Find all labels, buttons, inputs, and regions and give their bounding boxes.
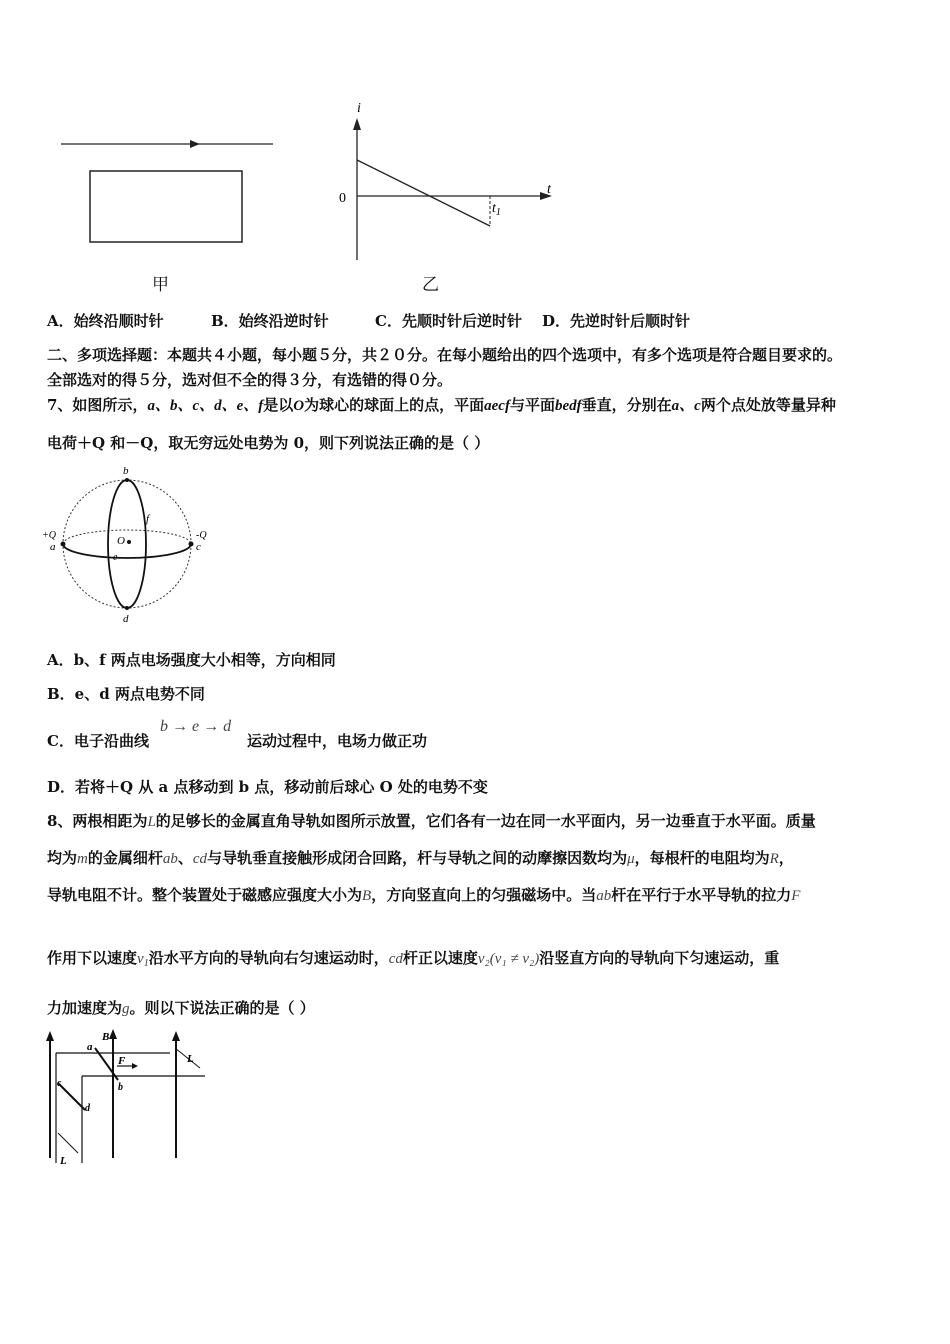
figure-jia-label: 甲 (152, 275, 169, 295)
q6-option-d: D．先逆时针后顺时针 (542, 312, 691, 330)
q6-option-c: C．先顺时针后逆时针 (375, 312, 522, 330)
label-c: c (196, 541, 201, 553)
q8-line5: 力加速度为g。则以下说法正确的是（ ） (47, 999, 315, 1017)
figure-yi (330, 100, 560, 270)
label-d: d (123, 613, 129, 625)
axis-t-label: t (547, 182, 551, 197)
q7-option-b: B．e、d 两点电势不同 (47, 685, 205, 703)
q8-line4: 作用下以速度$v_1$沿水平方向的导轨向右匀速运动时，cd杆正以速度v₂(v₁ ≠ v₂)沿竖直方向的导轨向下匀速运动，重 (47, 949, 780, 969)
t1-label: $t_1$ (492, 201, 501, 218)
q8-line3: 导轨电阻不计。整个装置处于磁感应强度大小为B，方向竖直向上的匀强磁场中。当ab杆在平行于水平导轨的拉力F (47, 886, 801, 904)
label-f: f (146, 513, 150, 525)
q7-option-a: A．b、f 两点电场强度大小相等，方向相同 (47, 651, 336, 669)
q7-stem-line2: 电荷＋Q 和－Q，取无穷远处电势为 0，则下列说法正确的是（ ） (47, 434, 490, 452)
section2-line2: 全部选对的得５分，选对但不全的得３分，有选错的得０分。 (47, 371, 453, 389)
coil-rectangle (90, 171, 242, 242)
q7-option-c-post: 运动过程中，电场力做正功 (247, 732, 428, 750)
field-arrow (190, 140, 200, 148)
label-B: B (102, 1031, 110, 1043)
label-L-top: L (187, 1053, 194, 1065)
q7-option-c-math: b → e → d (160, 718, 232, 735)
q7-option-d: D．若将＋Q 从 a 点移动到 b 点，移动前后球心 O 处的电势不变 (47, 778, 488, 796)
q7-option-c-pre: C．电子沿曲线 (47, 732, 149, 750)
figure-jia (55, 130, 280, 250)
label-minusQ: -Q (196, 530, 207, 541)
label-e: e (113, 552, 118, 563)
current-line (357, 160, 490, 226)
q7-sphere-figure (40, 462, 215, 627)
label-O: O (117, 535, 125, 547)
label-a: a (87, 1041, 93, 1053)
axis-i-label: i (357, 101, 361, 116)
section2-line1: 二、多项选择题：本题共４小题，每小题５分，共２０分。在每小题给出的四个选项中，有多个选项是符合题目要求的。 (47, 346, 843, 364)
q6-option-b: B．始终沿逆时针 (211, 312, 329, 330)
label-L-bottom: L (60, 1155, 67, 1167)
label-a: a (50, 541, 56, 553)
label-plusQ: +Q (42, 530, 56, 541)
label-F: F (118, 1055, 126, 1067)
label-c: c (57, 1078, 62, 1089)
q7-stem-line1: 7、如图所示，a、b、c、d、e、f是以O为球心的球面上的点，平面aecf与平面bedf垂直，分别在a、c两个点处放等量异种 (47, 396, 836, 414)
origin-label: 0 (339, 191, 346, 206)
q8-line2: 均为m的金属细杆ab、cd与导轨垂直接触形成闭合回路，杆与导轨之间的动摩擦因数均为μ，每根杆的电阻均为R， (47, 849, 794, 867)
q8-line1: 8、两根相距为L的足够长的金属直角导轨如图所示放置，它们各有一边在同一水平面内，另一边垂直于水平面。质量 (47, 812, 816, 830)
label-d: d (85, 1103, 90, 1114)
figure-yi-label: 乙 (422, 275, 439, 295)
label-b: b (123, 465, 129, 477)
q8-rail-figure (40, 1028, 215, 1173)
q6-option-a: A．始终沿顺时针 (47, 312, 164, 330)
label-b: b (118, 1082, 123, 1093)
